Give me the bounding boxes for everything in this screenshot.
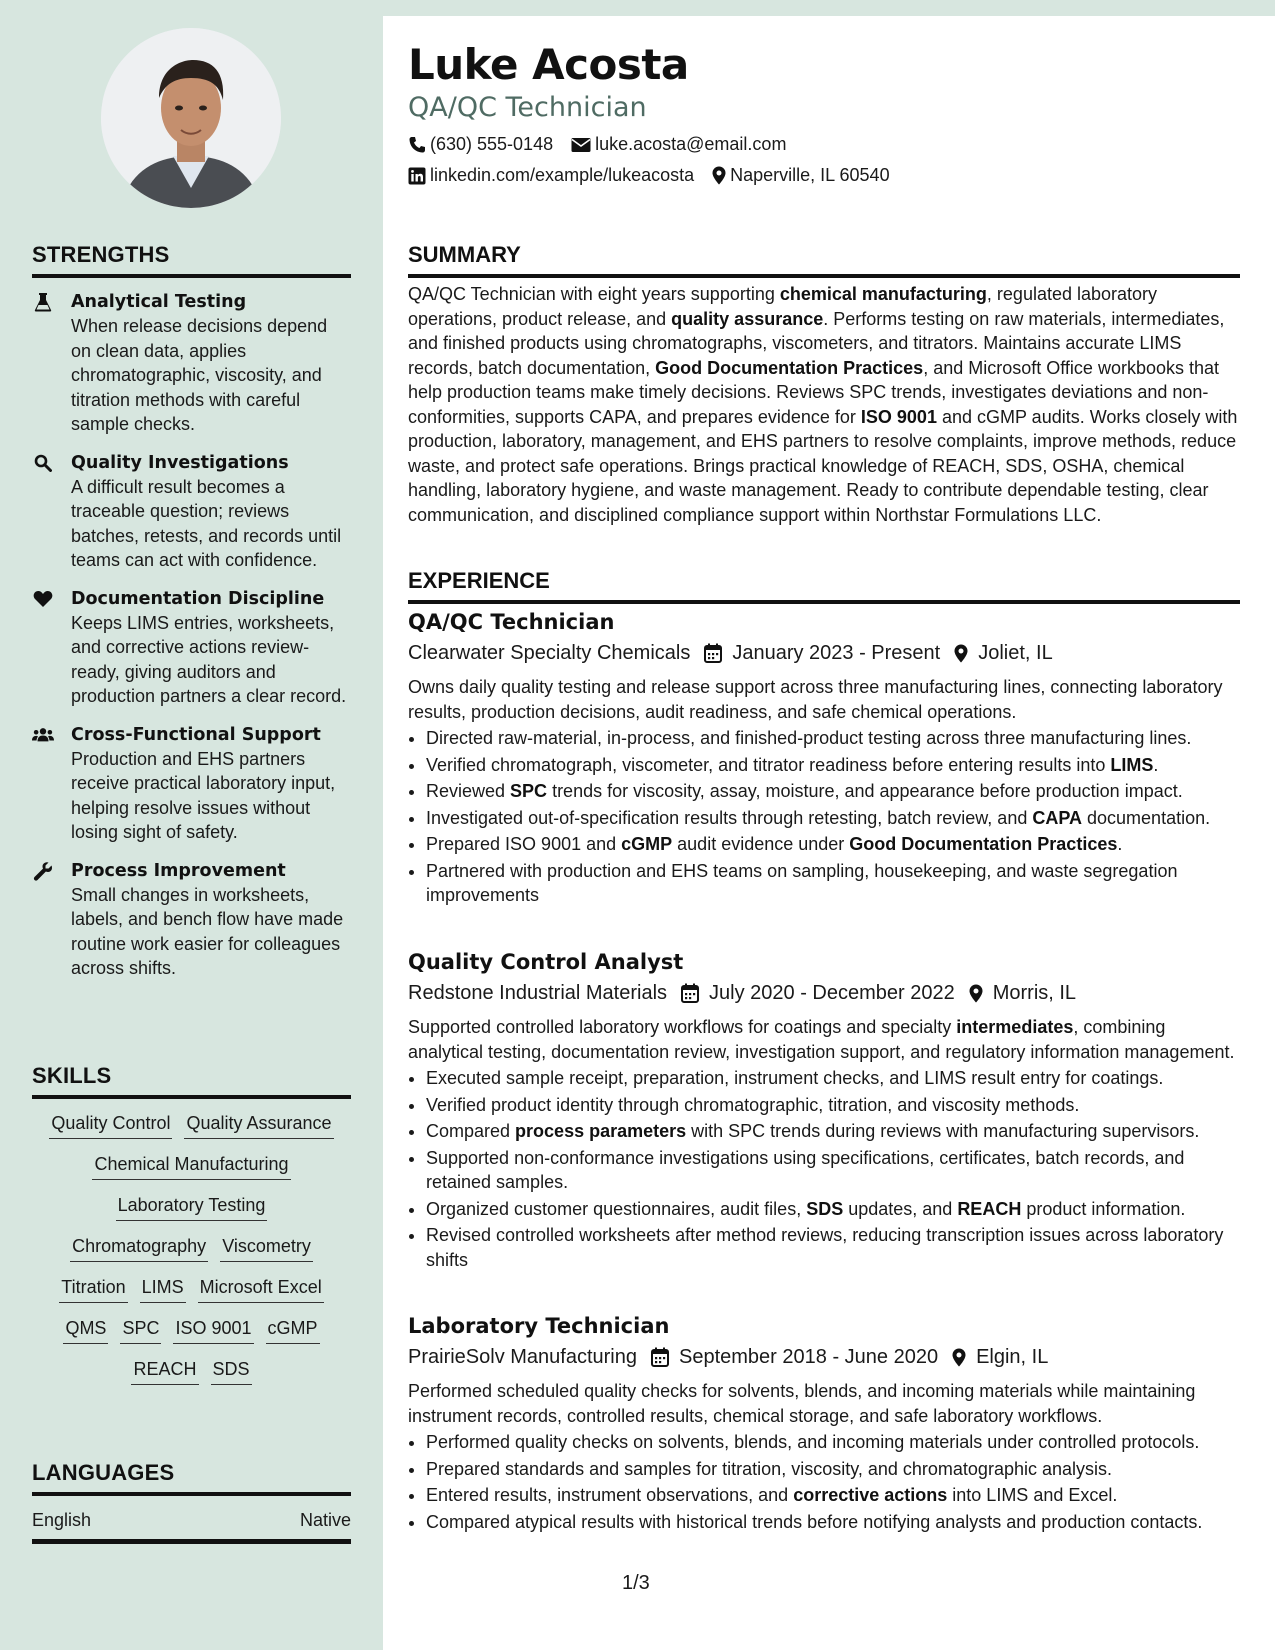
company-name: Clearwater Specialty Chemicals <box>408 642 691 664</box>
bullet-item: • Organized customer questionnaires, audit files, SDS updates, and REACH product information. <box>426 1197 1240 1222</box>
candidate-name: Luke Acosta <box>408 40 689 89</box>
job-bullets <box>408 726 1240 908</box>
job-location: Joliet, IL <box>978 642 1053 664</box>
company-name: PrairieSolv Manufacturing <box>408 1346 637 1368</box>
skill-tag: Laboratory Testing <box>116 1192 268 1221</box>
job-bullets <box>408 1430 1240 1534</box>
bullet-item: • Compared atypical results with historical trends before notifying analysts and production contacts. <box>426 1510 1240 1535</box>
linkedin-item[interactable] <box>408 165 694 186</box>
skill-tag: SDS <box>211 1356 252 1385</box>
summary-heading: SUMMARY <box>408 242 1240 278</box>
strengths-section <box>32 242 351 981</box>
experience-heading: EXPERIENCE <box>408 568 1240 604</box>
calendar-icon <box>651 1347 669 1367</box>
top-band <box>383 0 1275 16</box>
strength-title: Quality Investigations <box>71 452 289 473</box>
skill-tag: SPC <box>120 1315 161 1344</box>
skills-section <box>32 1063 351 1386</box>
strength-desc: When release decisions depend on clean data, applies chromatographic, viscosity, and titration methods with careful sample checks. <box>71 316 328 434</box>
profile-photo <box>101 28 281 208</box>
job-location: Elgin, IL <box>976 1346 1049 1368</box>
bullet-item: • Compared process parameters with SPC trends during reviews with manufacturing supervisors. <box>426 1119 1240 1144</box>
location-item <box>712 165 889 186</box>
phone-text: (630) 555-0148 <box>430 134 554 154</box>
strength-desc: Production and EHS partners receive practical laboratory input, helping resolve issues without losing sight of safety. <box>71 748 336 842</box>
bullet-item: • Verified product identity through chromatographic, titration, and viscosity methods. <box>426 1093 1240 1118</box>
job-entry <box>408 608 1240 908</box>
contact-row-2 <box>408 165 908 186</box>
phone-icon <box>408 136 426 154</box>
bullet-item: • Verified chromatograph, viscometer, and titrator readiness before entering results into LIMS. <box>426 753 1240 778</box>
strength-title: Analytical Testing <box>71 292 247 312</box>
envelope-icon <box>571 137 591 153</box>
contact-row-1 <box>408 134 804 155</box>
map-pin-icon <box>954 644 968 663</box>
skill-tag: Quality Assurance <box>184 1110 333 1139</box>
bullet-item: • Reviewed SPC trends for viscosity, assay, moisture, and appearance before production impact. <box>426 779 1240 804</box>
skill-tag: REACH <box>131 1356 198 1385</box>
location-text: Naperville, IL 60540 <box>730 165 890 185</box>
languages-section <box>32 1460 351 1544</box>
job-entry <box>408 948 1240 1272</box>
search-icon <box>32 452 54 474</box>
strength-desc: A difficult result becomes a traceable question; reviews batches, retests, and records until teams can act with confidence. <box>71 476 342 570</box>
company-name: Redstone Industrial Materials <box>408 982 668 1004</box>
job-description: Performed scheduled quality checks for solvents, blends, and incoming materials while maintaining instrument records, controlled results, chemical storage, and safe laboratory workflows. <box>408 1381 1196 1426</box>
language-row <box>32 1510 351 1544</box>
page-number: 1/3 <box>622 1572 650 1594</box>
job-dates: September 2018 - June 2020 <box>679 1346 939 1368</box>
job-dates-item <box>651 1343 938 1371</box>
bullet-item: • Revised controlled worksheets after method reviews, reducing transcription issues across laboratory shifts <box>426 1223 1240 1272</box>
job-description: Supported controlled laboratory workflows for coatings and specialty intermediates, combining analytical testing, documentation review, investigation support, and regulatory information management. <box>408 1017 1235 1062</box>
job-bullets <box>408 1066 1240 1272</box>
email-item[interactable] <box>571 134 786 155</box>
heart-icon <box>32 588 54 610</box>
language-level: Native <box>299 1510 351 1530</box>
skill-tag: cGMP <box>266 1315 320 1344</box>
job-location: Morris, IL <box>992 982 1077 1004</box>
job-dates: July 2020 - December 2022 <box>709 982 955 1004</box>
skill-tag: QMS <box>63 1315 108 1344</box>
bullet-item: • Partnered with production and EHS teams on sampling, housekeeping, and waste segregation improvements <box>426 859 1240 908</box>
candidate-role: QA/QC Technician <box>408 92 647 123</box>
bullet-item: • Supported non-conformance investigations using specifications, certificates, batch records, and retained samples. <box>426 1146 1240 1195</box>
strength-title: Documentation Discipline <box>71 588 325 609</box>
skill-tag: Quality Control <box>49 1110 172 1139</box>
strength-item <box>32 723 351 845</box>
job-dates: January 2023 - Present <box>732 642 941 664</box>
email-text[interactable]: luke.acosta@email.com <box>595 134 787 154</box>
skill-tag: Titration <box>59 1274 127 1303</box>
job-meta <box>408 639 1240 667</box>
linkedin-icon <box>408 167 426 185</box>
strength-item <box>32 451 351 573</box>
bullet-item: • Prepared ISO 9001 and cGMP audit evidence under Good Documentation Practices. <box>426 832 1240 857</box>
job-title: Quality Control Analyst <box>408 950 684 974</box>
strength-desc: Keeps LIMS entries, worksheets, and corrective actions review-ready, giving auditors and production partners a clear record. <box>71 612 347 706</box>
skills-list <box>32 1110 351 1386</box>
bullet-item: • Investigated out-of-specification results through retesting, batch review, and CAPA documentation. <box>426 806 1240 831</box>
job-description: Owns daily quality testing and release support across three manufacturing lines, connecting laboratory results, production decisions, audit readiness, and safe chemical operations. <box>408 677 1223 722</box>
strength-item <box>32 859 351 981</box>
skills-heading: SKILLS <box>32 1063 351 1099</box>
calendar-icon <box>704 643 722 663</box>
strength-title: Cross-Functional Support <box>71 724 321 745</box>
job-title: QA/QC Technician <box>408 610 615 634</box>
users-icon <box>32 724 54 746</box>
skill-tag: Chemical Manufacturing <box>92 1151 290 1180</box>
skill-tag: LIMS <box>140 1274 186 1303</box>
strength-title: Process Improvement <box>71 860 286 881</box>
job-meta <box>408 979 1240 1007</box>
map-pin-icon <box>952 1348 966 1367</box>
phone-item <box>408 134 553 155</box>
job-dates-item <box>704 639 940 667</box>
strength-item <box>32 587 351 709</box>
bullet-item: • Performed quality checks on solvents, blends, and incoming materials under controlled protocols. <box>426 1430 1240 1455</box>
calendar-icon <box>681 983 699 1003</box>
job-location-item <box>952 1343 1048 1371</box>
language-name: English <box>32 1510 92 1530</box>
skill-tag: Chromatography <box>70 1233 208 1262</box>
languages-heading: LANGUAGES <box>32 1460 351 1496</box>
job-title: Laboratory Technician <box>408 1314 670 1338</box>
job-location-item <box>969 979 1076 1007</box>
map-pin-icon <box>712 166 726 185</box>
skill-tag: ISO 9001 <box>173 1315 253 1344</box>
summary-text: QA/QC Technician with eight years supporting chemical manufacturing, regulated laboratory operations, product release, and quality assurance. Performs testing on raw materials, intermediates, and finished products using chromatographs, viscometers, and titrators. Maintains accurate LIMS records, batch documentation, Good Documentation Practices, and Microsoft Office workbooks that help production teams make timely decisions. Reviews SPC trends, investigates deviations and non-conformities, supports CAPA, and prepares evidence for ISO 9001 and cGMP audits. Works closely with production, laboratory, management, and EHS partners to resolve complaints, improve methods, reduce waste, and protect safe operations. Brings practical knowledge of REACH, SDS, OSHA, chemical handling, laboratory hygiene, and waste management. Ready to contribute dependable testing, clear communication, and disciplined compliance support within Northstar Formulations LLC. <box>408 284 1238 525</box>
bullet-item: • Prepared standards and samples for titration, viscosity, and chromatographic analysis. <box>426 1457 1240 1482</box>
strengths-heading: STRENGTHS <box>32 242 351 278</box>
bullet-item: • Directed raw-material, in-process, and finished-product testing across three manufacturing lines. <box>426 726 1240 751</box>
job-meta <box>408 1343 1240 1371</box>
strength-desc: Small changes in worksheets, labels, and bench flow have made routine work easier for colleagues across shifts. <box>71 884 344 978</box>
flask-icon <box>32 291 54 313</box>
bullet-item: • Entered results, instrument observations, and corrective actions into LIMS and Excel. <box>426 1483 1240 1508</box>
map-pin-icon <box>969 984 983 1003</box>
job-location-item <box>954 639 1052 667</box>
strength-item <box>32 290 351 437</box>
skill-tag: Viscometry <box>220 1233 313 1262</box>
linkedin-text[interactable]: linkedin.com/example/lukeacosta <box>430 165 695 185</box>
job-entry <box>408 1312 1240 1534</box>
job-dates-item <box>681 979 955 1007</box>
skill-tag: Microsoft Excel <box>198 1274 324 1303</box>
wrench-icon <box>32 860 54 882</box>
bullet-item: • Executed sample receipt, preparation, instrument checks, and LIMS result entry for coatings. <box>426 1066 1240 1091</box>
